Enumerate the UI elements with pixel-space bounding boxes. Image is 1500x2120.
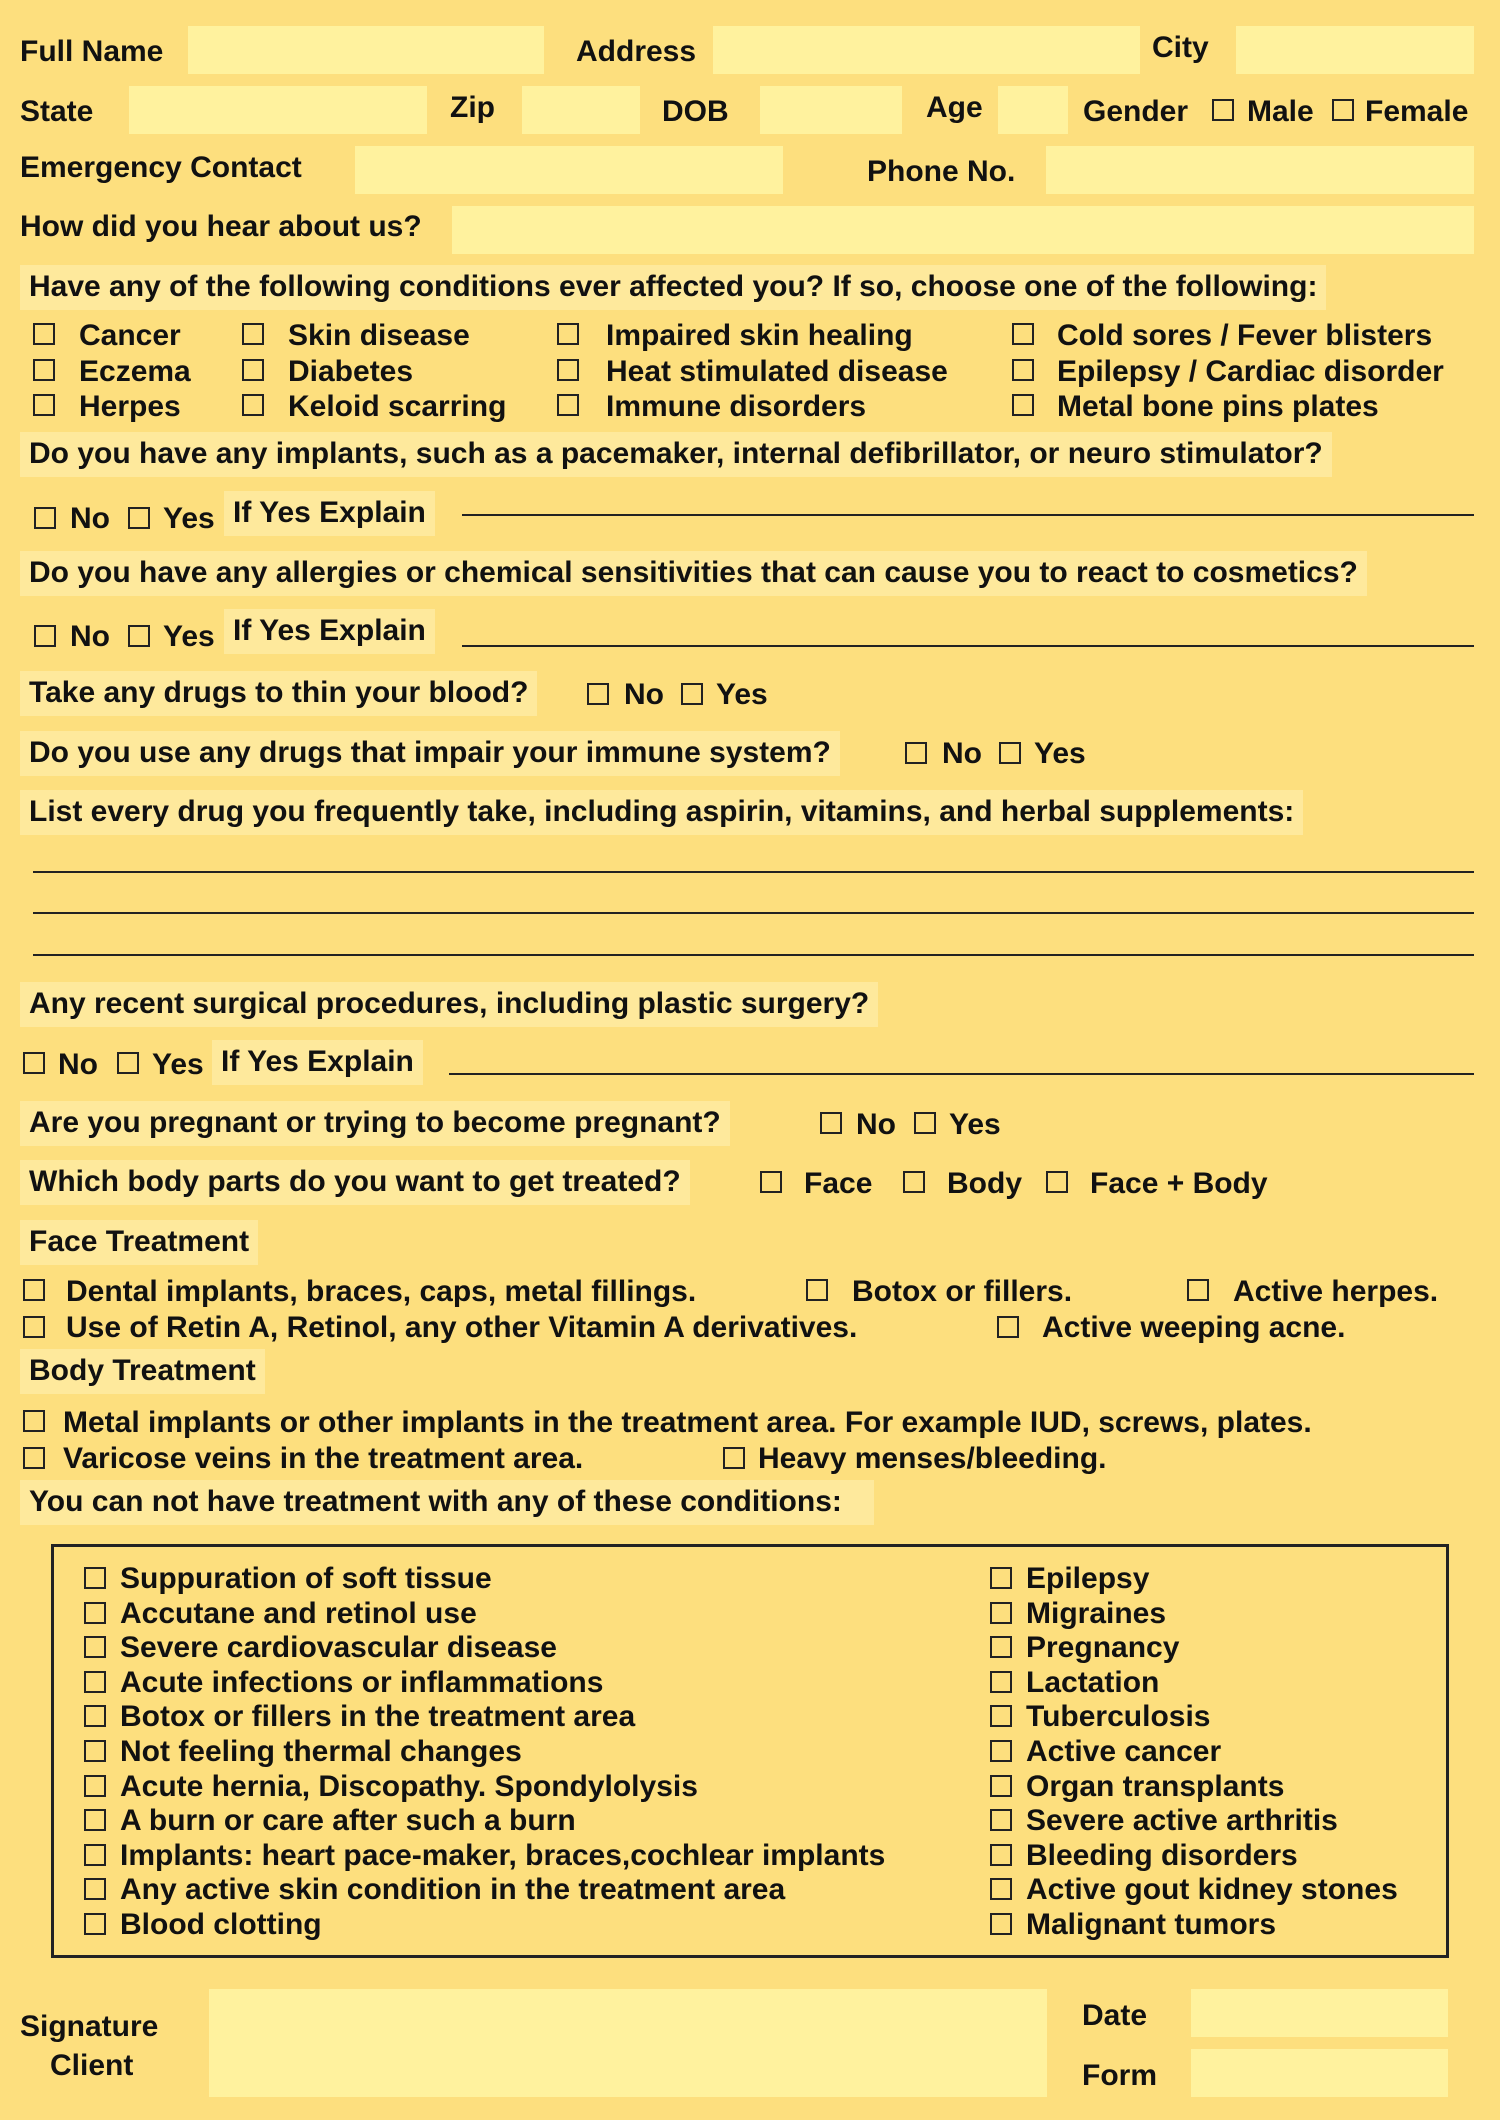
contra-epilepsy-label: Epilepsy bbox=[1026, 1562, 1150, 1595]
condition-keloid-scarring-checkbox[interactable] bbox=[242, 394, 264, 416]
contra-not-feeling-thermal-changes-checkbox[interactable] bbox=[84, 1740, 106, 1762]
condition-eczema-checkbox[interactable] bbox=[33, 359, 55, 381]
surgery-no-checkbox[interactable] bbox=[23, 1052, 45, 1074]
condition-epilepsy-cardiac-disorder-label: Epilepsy / Cardiac disorder bbox=[1057, 355, 1444, 388]
implants-no-label: No bbox=[70, 502, 110, 535]
city-field[interactable] bbox=[1236, 26, 1474, 74]
pregnant-question: Are you pregnant or trying to become pregnant? bbox=[20, 1101, 730, 1146]
face-treatment-title: Face Treatment bbox=[20, 1220, 258, 1265]
body-parts-face-body-label: Face + Body bbox=[1090, 1167, 1268, 1200]
allergies-yes-label: Yes bbox=[163, 620, 215, 653]
implants-yes-checkbox[interactable] bbox=[128, 507, 150, 529]
contra-acute-hernia-discopathy-spondylolysis-checkbox[interactable] bbox=[84, 1775, 106, 1797]
contra-lactation-label: Lactation bbox=[1026, 1665, 1160, 1699]
allergies-yes-checkbox[interactable] bbox=[128, 625, 150, 647]
form-label: Form bbox=[1082, 2059, 1157, 2092]
contra-implants-heart-pace-maker-braces-cochlear-implants-checkbox[interactable] bbox=[84, 1844, 106, 1866]
drug-list-line-1[interactable] bbox=[33, 871, 1474, 873]
face-retin-label: Use of Retin A, Retinol, any other Vitamin A derivatives. bbox=[66, 1311, 858, 1344]
contra-severe-active-arthritis-checkbox[interactable] bbox=[990, 1809, 1012, 1831]
body-metal-label: Metal implants or other implants in the treatment area. For example IUD, screws, plates. bbox=[63, 1406, 1312, 1439]
condition-epilepsy-cardiac-disorder-checkbox[interactable] bbox=[1012, 359, 1034, 381]
form-field[interactable] bbox=[1191, 2049, 1448, 2097]
contra-malignant-tumors-checkbox[interactable] bbox=[990, 1913, 1012, 1935]
contra-tuberculosis-checkbox[interactable] bbox=[990, 1705, 1012, 1727]
allergies-no-checkbox[interactable] bbox=[34, 625, 56, 647]
face-acne-checkbox[interactable] bbox=[997, 1316, 1019, 1338]
blood-thin-no-label: No bbox=[624, 678, 664, 711]
surgery-yes-label: Yes bbox=[152, 1048, 204, 1081]
surgery-explain-line[interactable] bbox=[449, 1073, 1474, 1075]
pregnant-yes-checkbox[interactable] bbox=[914, 1112, 936, 1134]
face-botox-checkbox[interactable] bbox=[806, 1279, 828, 1301]
contra-question: You can not have treatment with any of these conditions: bbox=[20, 1480, 874, 1525]
implants-question: Do you have any implants, such as a pacemaker, internal defibrillator, or neuro stimulator? bbox=[20, 432, 1332, 477]
face-dental-checkbox[interactable] bbox=[23, 1279, 45, 1301]
blood-thin-yes-checkbox[interactable] bbox=[681, 683, 703, 705]
drug-list-line-3[interactable] bbox=[33, 954, 1474, 956]
address-label: Address bbox=[576, 35, 697, 68]
contra-epilepsy-checkbox[interactable] bbox=[990, 1567, 1012, 1589]
face-acne-label: Active weeping acne. bbox=[1042, 1311, 1346, 1344]
body-menses-label: Heavy menses/bleeding. bbox=[758, 1442, 1107, 1475]
body-metal-checkbox[interactable] bbox=[23, 1410, 45, 1432]
contra-any-active-skin-condition-in-the-treatment-area-label: Any active skin condition in the treatment area bbox=[120, 1873, 786, 1907]
contra-migraines-checkbox[interactable] bbox=[990, 1602, 1012, 1624]
blood-thin-yes-label: Yes bbox=[716, 678, 768, 711]
implants-explain-line[interactable] bbox=[462, 514, 1474, 516]
contra-any-active-skin-condition-in-the-treatment-area-checkbox[interactable] bbox=[84, 1878, 106, 1900]
condition-eczema-label: Eczema bbox=[79, 355, 191, 388]
contra-pregnancy-label: Pregnancy bbox=[1026, 1631, 1180, 1665]
hear-about-label: How did you hear about us? bbox=[20, 210, 422, 243]
date-label: Date bbox=[1082, 1999, 1148, 2032]
dob-field[interactable] bbox=[760, 86, 902, 134]
contra-not-feeling-thermal-changes-label: Not feeling thermal changes bbox=[120, 1735, 522, 1768]
allergies-no-label: No bbox=[70, 620, 110, 653]
contra-a-burn-or-care-after-such-a-burn-checkbox[interactable] bbox=[84, 1809, 106, 1831]
condition-heat-stimulated-disease-checkbox[interactable] bbox=[557, 359, 579, 381]
body-varicose-label: Varicose veins in the treatment area. bbox=[63, 1442, 584, 1475]
conditions-question: Have any of the following conditions ever affected you? If so, choose one of the following: bbox=[20, 265, 1326, 310]
condition-metal-bone-pins-plates-checkbox[interactable] bbox=[1012, 394, 1034, 416]
contra-suppuration-of-soft-tissue-label: Suppuration of soft tissue bbox=[120, 1562, 492, 1595]
contra-lactation-checkbox[interactable] bbox=[990, 1671, 1012, 1693]
pregnant-no-label: No bbox=[856, 1108, 896, 1141]
condition-immune-disorders-label: Immune disorders bbox=[606, 390, 867, 423]
contra-implants-heart-pace-maker-braces-cochlear-implants-label: Implants: heart pace-maker, braces,cochlear implants bbox=[120, 1838, 886, 1872]
body-treatment-title: Body Treatment bbox=[20, 1349, 265, 1394]
pregnant-no-checkbox[interactable] bbox=[820, 1112, 842, 1134]
contra-malignant-tumors-label: Malignant tumors bbox=[1026, 1908, 1277, 1941]
contra-botox-or-fillers-in-the-treatment-area-label: Botox or fillers in the treatment area bbox=[120, 1700, 636, 1734]
drug-list-question: List every drug you frequently take, including aspirin, vitamins, and herbal supplements: bbox=[20, 790, 1303, 835]
contra-severe-cardiovascular-disease-checkbox[interactable] bbox=[84, 1636, 106, 1658]
contra-botox-or-fillers-in-the-treatment-area-checkbox[interactable] bbox=[84, 1705, 106, 1727]
implants-no-checkbox[interactable] bbox=[34, 507, 56, 529]
contra-suppuration-of-soft-tissue-checkbox[interactable] bbox=[84, 1567, 106, 1589]
contra-acute-hernia-discopathy-spondylolysis-label: Acute hernia, Discopathy. Spondylolysis bbox=[120, 1769, 698, 1803]
condition-skin-disease-label: Skin disease bbox=[288, 319, 470, 352]
state-field[interactable] bbox=[129, 86, 427, 134]
contra-a-burn-or-care-after-such-a-burn-label: A burn or care after such a burn bbox=[120, 1804, 576, 1838]
contra-active-gout-kidney-stones-label: Active gout kidney stones bbox=[1026, 1873, 1398, 1907]
contra-severe-cardiovascular-disease-label: Severe cardiovascular disease bbox=[120, 1631, 557, 1665]
allergies-explain-line[interactable] bbox=[462, 645, 1474, 647]
dob-label: DOB bbox=[662, 95, 729, 128]
condition-herpes-checkbox[interactable] bbox=[33, 394, 55, 416]
contra-tuberculosis-label: Tuberculosis bbox=[1026, 1700, 1211, 1734]
contra-active-gout-kidney-stones-checkbox[interactable] bbox=[990, 1878, 1012, 1900]
gender-female-checkbox[interactable] bbox=[1332, 99, 1354, 121]
condition-heat-stimulated-disease-label: Heat stimulated disease bbox=[606, 355, 948, 388]
body-parts-body-label: Body bbox=[947, 1167, 1022, 1200]
drug-list-line-2[interactable] bbox=[33, 912, 1474, 914]
face-retin-checkbox[interactable] bbox=[23, 1316, 45, 1338]
blood-thin-no-checkbox[interactable] bbox=[587, 683, 609, 705]
city-label: City bbox=[1152, 31, 1209, 64]
surgery-if-yes-label: If Yes Explain bbox=[212, 1040, 423, 1085]
gender-label: Gender bbox=[1083, 95, 1189, 128]
contra-bleeding-disorders-label: Bleeding disorders bbox=[1026, 1838, 1298, 1872]
condition-immune-disorders-checkbox[interactable] bbox=[557, 394, 579, 416]
condition-diabetes-checkbox[interactable] bbox=[242, 359, 264, 381]
hear-about-field[interactable] bbox=[452, 206, 1474, 254]
implants-if-yes-label: If Yes Explain bbox=[224, 491, 435, 536]
contra-bleeding-disorders-checkbox[interactable] bbox=[990, 1844, 1012, 1866]
surgery-yes-checkbox[interactable] bbox=[117, 1052, 139, 1074]
contra-migraines-label: Migraines bbox=[1026, 1596, 1167, 1630]
contra-acute-infections-or-inflammations-checkbox[interactable] bbox=[84, 1671, 106, 1693]
condition-impaired-skin-healing-checkbox[interactable] bbox=[557, 323, 579, 345]
face-herpes-label: Active herpes. bbox=[1233, 1275, 1439, 1308]
face-botox-label: Botox or fillers. bbox=[852, 1275, 1073, 1308]
surgery-no-label: No bbox=[58, 1048, 98, 1081]
contra-severe-active-arthritis-label: Severe active arthritis bbox=[1026, 1804, 1338, 1838]
state-label: State bbox=[20, 95, 94, 128]
contra-blood-clotting-label: Blood clotting bbox=[120, 1908, 322, 1941]
body-varicose-checkbox[interactable] bbox=[23, 1447, 45, 1469]
condition-impaired-skin-healing-label: Impaired skin healing bbox=[606, 319, 913, 352]
date-field[interactable] bbox=[1191, 1989, 1448, 2037]
gender-male-label: Male bbox=[1247, 95, 1314, 128]
implants-yes-label: Yes bbox=[163, 502, 215, 535]
contra-active-cancer-label: Active cancer bbox=[1026, 1735, 1222, 1768]
phone-label: Phone No. bbox=[867, 155, 1016, 188]
condition-skin-disease-checkbox[interactable] bbox=[242, 323, 264, 345]
surgery-question: Any recent surgical procedures, including plastic surgery? bbox=[20, 982, 878, 1027]
contra-accutane-and-retinol-use-label: Accutane and retinol use bbox=[120, 1596, 477, 1630]
body-parts-face-body-checkbox[interactable] bbox=[1046, 1171, 1068, 1193]
phone-field[interactable] bbox=[1046, 146, 1474, 194]
pregnant-yes-label: Yes bbox=[949, 1108, 1001, 1141]
age-label: Age bbox=[926, 91, 983, 124]
contra-pregnancy-checkbox[interactable] bbox=[990, 1636, 1012, 1658]
body-menses-checkbox[interactable] bbox=[723, 1447, 745, 1469]
signature-field[interactable] bbox=[209, 1989, 1047, 2097]
address-field[interactable] bbox=[713, 26, 1140, 74]
full-name-field[interactable] bbox=[188, 26, 544, 74]
gender-male-checkbox[interactable] bbox=[1212, 99, 1234, 121]
immune-drugs-no-label: No bbox=[942, 737, 982, 770]
emergency-contact-label: Emergency Contact bbox=[20, 151, 302, 184]
signature-label: Signature bbox=[20, 2010, 159, 2043]
immune-drugs-yes-checkbox[interactable] bbox=[999, 742, 1021, 764]
allergies-question: Do you have any allergies or chemical sensitivities that can cause you to react to cosmetics? bbox=[20, 551, 1367, 596]
contra-blood-clotting-checkbox[interactable] bbox=[84, 1913, 106, 1935]
condition-keloid-scarring-label: Keloid scarring bbox=[288, 390, 507, 423]
contra-box bbox=[51, 1544, 1449, 1958]
contra-active-cancer-checkbox[interactable] bbox=[990, 1740, 1012, 1762]
condition-cancer-checkbox[interactable] bbox=[33, 323, 55, 345]
age-field[interactable] bbox=[998, 86, 1068, 134]
full-name-label: Full Name bbox=[20, 35, 164, 68]
condition-diabetes-label: Diabetes bbox=[288, 355, 414, 388]
contra-acute-infections-or-inflammations-label: Acute infections or inflammations bbox=[120, 1665, 604, 1699]
contra-organ-transplants-checkbox[interactable] bbox=[990, 1775, 1012, 1797]
condition-metal-bone-pins-plates-label: Metal bone pins plates bbox=[1057, 390, 1379, 423]
allergies-if-yes-label: If Yes Explain bbox=[224, 609, 435, 654]
immune-drugs-question: Do you use any drugs that impair your immune system? bbox=[20, 731, 840, 776]
condition-herpes-label: Herpes bbox=[79, 390, 181, 423]
immune-drugs-no-checkbox[interactable] bbox=[905, 742, 927, 764]
condition-cold-sores-fever-blisters-checkbox[interactable] bbox=[1012, 323, 1034, 345]
contra-accutane-and-retinol-use-checkbox[interactable] bbox=[84, 1602, 106, 1624]
client-label: Client bbox=[50, 2049, 134, 2082]
face-dental-label: Dental implants, braces, caps, metal fillings. bbox=[66, 1275, 697, 1308]
zip-field[interactable] bbox=[522, 86, 640, 134]
contra-organ-transplants-label: Organ transplants bbox=[1026, 1769, 1285, 1803]
gender-female-label: Female bbox=[1365, 95, 1469, 128]
immune-drugs-yes-label: Yes bbox=[1034, 737, 1086, 770]
condition-cold-sores-fever-blisters-label: Cold sores / Fever blisters bbox=[1057, 319, 1433, 352]
zip-label: Zip bbox=[450, 91, 495, 124]
blood-thin-question: Take any drugs to thin your blood? bbox=[20, 671, 537, 716]
body-parts-face-checkbox[interactable] bbox=[760, 1171, 782, 1193]
body-parts-question: Which body parts do you want to get treated? bbox=[20, 1160, 690, 1205]
emergency-contact-field[interactable] bbox=[355, 146, 783, 194]
body-parts-body-checkbox[interactable] bbox=[903, 1171, 925, 1193]
condition-cancer-label: Cancer bbox=[79, 319, 181, 352]
face-herpes-checkbox[interactable] bbox=[1187, 1279, 1209, 1301]
body-parts-face-label: Face bbox=[804, 1167, 873, 1200]
